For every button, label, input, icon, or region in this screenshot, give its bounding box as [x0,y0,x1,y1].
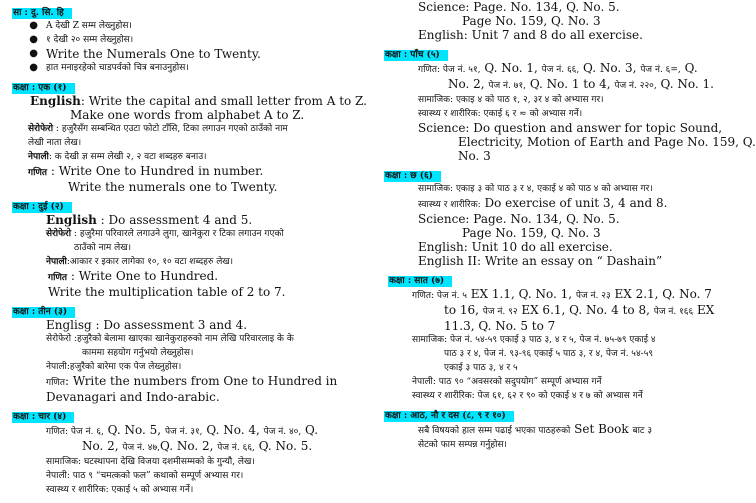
text-line [384,254,720,268]
text-run: सबै विषयको हाल सम्म पढाई भएका पाठहरुको [418,426,571,436]
text-line [384,28,720,42]
text-run: लेखी नाता लेख। [28,138,82,148]
bullet-icon: ● [29,20,38,31]
text-run: : Write One to Hundred. [67,269,219,283]
text-run: स्वास्थ्य र शारीरिक: [418,200,481,210]
text-run: Science: Page. No. 134, Q. No. 5. [418,212,620,226]
text-run: सामाजिक: पेज नं. ५४-५९ एकाई ३ पाठ ३, ४ र ५, पेज नं. ७५-७९ एकाई ४ [412,335,656,345]
text-line [12,332,382,346]
bullet-text: Write the Numerals One to Twenty. [46,47,261,61]
text-run: सामाजिक: एकाइ ३ को पाठ ३ र ४, एकाई ४ को पाठ ४ को अभ्यास गर। [418,184,653,194]
text-run: गणित: पेज नं. ५ [412,291,467,301]
text-line [12,227,382,241]
text-run: पेज नं. २३ [575,291,611,301]
section-header-row [384,42,720,61]
text-line [384,333,720,347]
text-line [384,287,720,303]
text-line [12,241,382,255]
text-run: English: Unit 10 do all exercise. [418,240,613,254]
text-line [12,318,382,332]
text-run: 11.3, Q. No. 5 to 7 [444,319,556,333]
left-column [12,0,382,497]
text-line [12,108,382,122]
text-run: Set Book [570,422,633,436]
text-run: : Write the capital and small letter from A to Z. [80,94,367,108]
text-run: Q. No. 4, [202,423,264,437]
text-run: English II: Write an essay on “ Dashain” [418,254,663,268]
text-run: EX 6.1, Q. No. 4 to 8, [517,303,654,317]
text-line [12,374,382,390]
bullet-icon: ● [29,62,38,73]
section-header-row [384,268,720,287]
text-run: स्वास्थ्य र शारीरिक: एकाई ५ को अभ्यास गर्ने। [46,485,194,495]
text-run: : हजुरैसँग सम्बन्धित एउटा फोटो टाँसि, टिका लगाउन गएको ठाउँको नाम [53,124,288,134]
text-run: सामाजिक: एकाइ ४ को पाठ १, २, ३र ४ को अभ्यास गर। [418,95,604,105]
text-line [12,255,382,269]
text-run: Write the multiplication table of 2 to 7. [48,285,286,299]
text-line [384,303,720,319]
class-header: कक्षा : तीन (३) [12,307,75,318]
text-run: Q. No. 3, [579,61,641,75]
text-run: Page No. 159, Q. No. 3 [462,226,601,240]
text-line [12,164,382,180]
text-run: Q. [301,423,319,437]
text-run: Q. No. 2, [160,439,218,453]
text-run: : Do assessment 4 and 5. [96,213,253,227]
section-header-row [384,163,720,182]
text-line [12,180,382,194]
class-header: कक्षा : चार (४) [12,412,74,423]
text-run: ठाउँको नाम लेख। [74,243,132,253]
text-line [12,423,382,439]
bullet-text: हात मनाइरहेको चाडपर्वको चित्र बनाउनुहोस। [46,63,189,73]
text-line [384,347,720,361]
text-line [384,422,720,438]
text-line [384,149,720,163]
bullet-text: A देखी Z सम्म लेख्नुहोस। [46,21,132,31]
text-line [384,389,720,403]
text-line [384,196,720,212]
text-line [384,240,720,254]
text-run: गणित: पेज नं. ५१, [418,65,481,75]
text-run: पेज नं. ४७, [122,443,160,453]
text-run: स्वास्थ्य र शारीरिक: एकाई ६ र ≂ को अभ्यास गर्ने। [418,109,583,119]
text-run: English: Unit 7 and 8 do all exercise. [418,28,643,42]
text-run: पेज नं. ६६, [541,65,580,75]
text-line [12,213,382,227]
text-line [384,14,720,28]
text-run: पाठ ३ र ४, पेज नं. ९३-९६ एकाई ५ पाठ ३, र ४, पेज नं. ५४-५९ [444,349,654,359]
text-run: नेपाली [28,152,49,162]
text-run: Science: Page. No. 134, Q. No. 5. [418,0,620,14]
text-line [384,361,720,375]
text-run: पेज नं. २२०, [614,81,657,91]
text-line [384,77,720,93]
text-run: : Write the numbers from One to Hundred in [65,374,338,388]
section-header-row [12,299,382,318]
text-run: Q. No. 5, [103,423,165,437]
text-run: Q. No. 1, [480,61,542,75]
text-run: Devanagari and Indo-arabic. [46,390,220,404]
text-line [12,269,382,285]
text-line [12,150,382,164]
text-run: पेज नं. ६=, [640,65,681,75]
text-line [12,390,382,404]
bullet-item [12,61,382,75]
text-run: गणित: पेज नं. ६, [46,427,104,437]
bullet-item [12,47,382,61]
text-run: : Write One to Hundred in number. [47,164,264,178]
section-header-row [384,403,720,422]
text-line [384,438,720,452]
bullet-icon: ● [29,34,38,45]
text-run: Make one words from alphabet A to Z. [70,108,305,122]
class-header: सा : दु. सि. हि [12,8,72,19]
text-run: गणित [46,378,66,388]
text-run: EX 2.1, Q. No. 7 [610,287,712,301]
text-run: पेज नं. ४०, [263,427,302,437]
text-run: नेपाली: पाठ ९ “चमत्कको फल” कथाको सम्पूर्ण अभ्यास गर। [46,471,244,481]
text-line [384,212,720,226]
bullet-text: १ देखी २० सम्म लेख्नुहोस। [46,35,134,45]
text-run: पेज नं. ९२ [482,307,518,317]
text-run: काममा सहयोग गर्नुभयो लेख्नुहोस। [82,348,194,358]
text-run: बाट ३ [632,426,653,436]
text-run: नेपाली [46,257,67,267]
text-line [12,483,382,497]
class-header: कक्षा : दुई (२) [12,202,72,213]
text-line [12,346,382,360]
text-line [384,135,756,149]
text-line [384,107,720,121]
text-line [12,136,382,150]
text-run: पेज नं. ६६, [217,443,255,453]
text-run: Q. No. 1 to 4, [526,77,615,91]
text-run: पेज नं. १६६ [653,307,694,317]
text-line [12,285,382,299]
text-line [384,121,723,135]
text-run: EX [693,303,715,317]
bullet-icon: ● [29,48,38,59]
text-line [384,93,720,107]
text-run: English [46,213,97,227]
text-run: नेपाली: पाठ ९० “अवसरको सदुपयोग” सम्पूर्ण अभ्यास गर्ने [412,377,602,387]
text-run: :आकार र इकार लागेका १०, १० वटा शब्दहरु लेख। [66,257,234,267]
text-run: Do exercise of unit 3, 4 and 8. [480,196,668,210]
text-run: : हजुरैमा परिवारले लगाउने लुगा, खानेकुरा र टिका लगाउन गएको [71,229,284,239]
text-line [384,0,720,14]
section-header-row [12,404,382,423]
text-run: सामाजिक: घटस्थापना देखि विजया दशमीसम्मको के गुन्यौ, लेख। [46,457,255,467]
text-run: No. 2, [448,77,489,91]
text-run: Write the numerals one to Twenty. [68,180,278,194]
text-run: सेरोफेरो [28,124,54,134]
text-run: गणित [28,168,48,178]
right-column [384,0,756,452]
text-run: गणित [48,273,68,283]
text-run: English [30,94,81,108]
text-run: सेरोफेरो [46,229,72,239]
text-run: सेरोफेरो :हजुरैको बेलामा खाएका खानेकुराहरुको नाम लेखि परिवारलाइ के के [46,334,294,344]
text-run: Englisg : Do assessment 3 and 4. [46,318,248,332]
text-run: to 16, [444,303,483,317]
text-run: Q. [680,61,698,75]
text-run: एकाई ३ पाठ ३, ४ र ५ [444,363,518,373]
text-run: Science: Do question and answer for topic Sound, [418,121,723,135]
text-run: EX 1.1, Q. No. 1, [466,287,576,301]
text-run: नेपाली:हजुरैको बारेमा एक पेज लेख्नुहोस। [46,362,182,372]
bullet-item [12,19,382,33]
section-header-row [12,194,382,213]
text-line [384,375,720,389]
text-run: Page No. 159, Q. No. 3 [462,14,601,28]
text-line [384,61,720,77]
text-line [12,439,382,455]
class-header: कक्षा : आठ, नौ र दस (८, ९ र १०) [384,411,514,422]
class-header: कक्षा : पाँच (५) [384,50,448,61]
text-line [384,226,720,240]
text-line [12,455,382,469]
text-run: No. 2, [82,439,123,453]
text-run: पेज नं. ७१, [488,81,526,91]
text-line [12,360,382,374]
text-run: पेज नं. ३१, [164,427,203,437]
text-run: Electricity, Motion of Earth and Page No. 159, Q. [458,135,756,149]
text-line [12,94,382,108]
section-header-row [12,75,382,94]
class-header: कक्षा : सात (७) [388,276,452,287]
text-run: Q. No. 5. [254,439,313,453]
bullet-item [12,33,382,47]
class-header: कक्षा : छ (६) [384,171,441,182]
text-run: स्वास्थ्य र शारीरिक: पेज ६१, ६२ र ९० को एकाई ४ र ७ को अभ्यास गर्ने [412,391,643,401]
text-line [384,182,720,196]
text-run: : क देखी ज्ञ सम्म लेखी २, २ वटा शब्दहरु बनाउ। [48,152,207,162]
text-run: सेटको फाम सम्पन्न गर्नुहोस। [418,440,507,450]
text-line [384,319,720,333]
text-run: Q. No. 1. [656,77,714,91]
text-run: No. 3 [458,149,491,163]
text-line [12,122,382,136]
section-header-row [12,0,382,19]
text-line [12,469,382,483]
class-header: कक्षा : एक (१) [12,83,75,94]
